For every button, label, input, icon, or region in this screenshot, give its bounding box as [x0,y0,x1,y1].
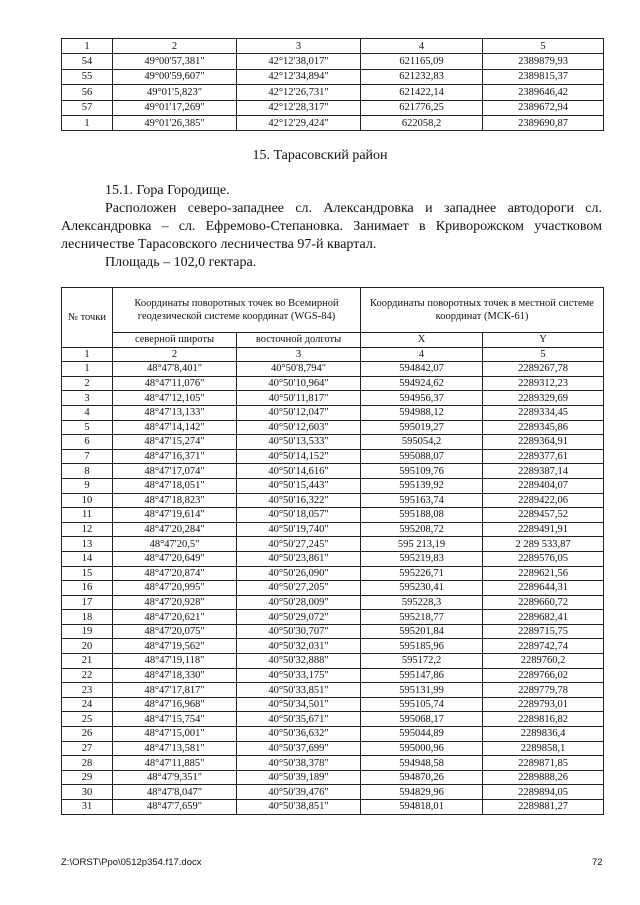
table-cell: 2 [62,376,113,391]
col-num-cell: 5 [483,347,604,362]
table-cell: 2289345,86 [483,420,604,435]
area-text: Площадь – 102,0 гектара. [105,255,257,270]
table-row [62,420,604,435]
table-row [62,610,604,625]
table-cell: 40°50'34,501" [237,697,361,712]
column-number-row [62,39,604,54]
table-row [62,54,604,69]
header-wgs84: Координаты поворотных точек во Всемирной геодезической системе координат (WGS-84) [113,288,361,333]
col-num-cell: 2 [113,39,237,54]
table-cell: 2289364,91 [483,435,604,450]
table-cell: 594988,12 [361,405,483,420]
table-cell: 40°50'39,476" [237,785,361,800]
table-cell: 14 [62,551,113,566]
table-cell: 7 [62,449,113,464]
table-cell: 2289576,05 [483,551,604,566]
table-cell: 1 [62,362,113,377]
table-row [62,756,604,771]
table-row [62,537,604,552]
table-row [62,624,604,639]
table-cell: 595201,84 [361,624,483,639]
table-cell: 6 [62,435,113,450]
table-cell: 48°47'20,649" [113,551,237,566]
table-cell: 594842,07 [361,362,483,377]
col-num-cell: 2 [113,347,237,362]
table-cell: 2389690,87 [483,115,604,130]
table-cell: 595172,2 [361,654,483,669]
table-cell: 595230,41 [361,581,483,596]
table-cell: 5 [62,420,113,435]
table-cell: 2289334,45 [483,405,604,420]
table-cell: 48°47'17,074" [113,464,237,479]
table-cell: 55 [62,69,113,84]
table-cell: 42°12'26,731" [237,85,361,100]
table-cell: 13 [62,537,113,552]
col-num-cell: 1 [62,347,113,362]
table-cell: 1 [62,115,113,130]
table-cell: 2289404,07 [483,478,604,493]
table-cell: 54 [62,54,113,69]
table-cell: 2289715,75 [483,624,604,639]
table-cell: 8 [62,464,113,479]
table-cell: 2289377,61 [483,449,604,464]
table-cell: 10 [62,493,113,508]
table-cell: 2289329,69 [483,391,604,406]
table-cell: 48°47'20,621" [113,610,237,625]
table-cell: 17 [62,595,113,610]
table-cell: 622058,2 [361,115,483,130]
table-cell: 2289742,74 [483,639,604,654]
table-cell: 40°50'29,072" [237,610,361,625]
col-num-cell: 4 [361,39,483,54]
subheader-y: Y [483,333,604,348]
table-cell: 2289457,52 [483,508,604,523]
table-cell: 48°47'8,047" [113,785,237,800]
table-cell: 40°50'27,205" [237,581,361,596]
table-row [62,800,604,815]
table-cell: 40°50'11,817" [237,391,361,406]
table-row [62,391,604,406]
table-row [62,727,604,742]
table-cell: 48°47'17,817" [113,683,237,698]
col-num-cell: 3 [237,39,361,54]
table-cell: 48°47'18,051" [113,478,237,493]
table-cell: 40°50'38,851" [237,800,361,815]
table-cell: 595019,27 [361,420,483,435]
table-cell: 595163,74 [361,493,483,508]
table-cell: 48°47'13,581" [113,741,237,756]
table-cell: 48°47'20,995" [113,581,237,596]
table-row [62,770,604,785]
table-cell: 40°50'36,632" [237,727,361,742]
table-cell: 48°47'15,001" [113,727,237,742]
table-cell: 595 213,19 [361,537,483,552]
table-cell: 2289779,78 [483,683,604,698]
table-cell: 595088,07 [361,449,483,464]
table-cell: 15 [62,566,113,581]
table-cell: 595147,86 [361,668,483,683]
table-cell: 42°12'28,317" [237,100,361,115]
table-cell: 2289881,27 [483,800,604,815]
table-cell: 42°12'34,894" [237,69,361,84]
table-cell: 12 [62,522,113,537]
col-num-cell: 4 [361,347,483,362]
table-cell: 2289816,82 [483,712,604,727]
table-cell: 48°47'18,330" [113,668,237,683]
table-cell: 2389672,94 [483,100,604,115]
col-num-cell: 3 [237,347,361,362]
table-cell: 40°50'8,794" [237,362,361,377]
table-cell: 40°50'16,322" [237,493,361,508]
top-table-body [62,39,604,131]
table-row [62,362,604,377]
table-cell: 595185,96 [361,639,483,654]
table-cell: 2289422,06 [483,493,604,508]
table-cell: 595000,96 [361,741,483,756]
table-cell: 2289387,14 [483,464,604,479]
table-row [62,100,604,115]
table-cell: 57 [62,100,113,115]
table-cell: 595188,08 [361,508,483,523]
table-row [62,464,604,479]
table-cell: 40°50'12,603" [237,420,361,435]
table-cell: 28 [62,756,113,771]
table-cell: 48°47'19,118" [113,654,237,669]
col-num-cell: 5 [483,39,604,54]
table-cell: 2289858,1 [483,741,604,756]
table-row [62,522,604,537]
table-cell: 9 [62,478,113,493]
table-row [62,654,604,669]
table-cell: 40°50'13,533" [237,435,361,450]
table-cell: 2289621,56 [483,566,604,581]
table-cell: 48°47'15,274" [113,435,237,450]
table-cell: 40°50'28,009" [237,595,361,610]
table-cell: 621232,83 [361,69,483,84]
table-cell: 2389646,42 [483,85,604,100]
table-cell: 595208,72 [361,522,483,537]
table-row [62,69,604,84]
table-cell: 594870,26 [361,770,483,785]
table-cell: 2289760,2 [483,654,604,669]
table-cell: 595054,2 [361,435,483,450]
table-cell: 2289836,4 [483,727,604,742]
table-cell: 40°50'37,699" [237,741,361,756]
table-cell: 48°47'19,614" [113,508,237,523]
table-row [62,551,604,566]
table-cell: 48°47'8,401" [113,362,237,377]
table-cell: 2 289 533,87 [483,537,604,552]
table-cell: 49°01'5,823" [113,85,237,100]
subheader-longitude: восточной долготы [237,333,361,348]
table-cell: 49°00'57,381" [113,54,237,69]
table-cell: 49°01'17,269" [113,100,237,115]
table-cell: 31 [62,800,113,815]
table-cell: 2289267,78 [483,362,604,377]
table-row [62,493,604,508]
table-cell: 18 [62,610,113,625]
table-cell: 48°47'11,076" [113,376,237,391]
table-cell: 40°50'18,057" [237,508,361,523]
table-cell: 2289793,01 [483,697,604,712]
table-cell: 49°01'26,385" [113,115,237,130]
table-cell: 595228,3 [361,595,483,610]
table-cell: 595044,89 [361,727,483,742]
section-title: 15. Тарасовский район [252,148,388,163]
table-cell: 40°50'27,245" [237,537,361,552]
coordinates-table [61,287,604,815]
table-cell: 48°47'20,284" [113,522,237,537]
table-cell: 48°47'16,371" [113,449,237,464]
table-row [62,115,604,130]
table-cell: 40°50'12,047" [237,405,361,420]
subsection-heading: 15.1. Гора Городище. [105,183,230,198]
table-cell: 595219,83 [361,551,483,566]
table-cell: 24 [62,697,113,712]
table-cell: 27 [62,741,113,756]
table-row [62,405,604,420]
table-cell: 40°50'33,175" [237,668,361,683]
table-row [62,449,604,464]
table-cell: 48°47'20,928" [113,595,237,610]
table-cell: 2289766,02 [483,668,604,683]
table-cell: 595068,17 [361,712,483,727]
table-row [62,376,604,391]
table-cell: 16 [62,581,113,596]
table-cell: 595105,74 [361,697,483,712]
table-cell: 621422,14 [361,85,483,100]
table-cell: 48°47'13,133" [113,405,237,420]
table-cell: 40°50'19,740" [237,522,361,537]
table-row [62,85,604,100]
header-point-number: № точки [62,288,113,348]
table-cell: 48°47'20,5" [113,537,237,552]
table-cell: 48°47'19,562" [113,639,237,654]
table-cell: 40°50'23,861" [237,551,361,566]
table-cell: 48°47'11,885" [113,756,237,771]
col-num-cell: 1 [62,39,113,54]
table-cell: 48°47'18,823" [113,493,237,508]
table-cell: 2389815,37 [483,69,604,84]
table-cell: 40°50'35,671" [237,712,361,727]
table-row [62,508,604,523]
table-row [62,712,604,727]
table-cell: 40°50'14,616" [237,464,361,479]
table-cell: 49°00'59,607" [113,69,237,84]
table-cell: 48°47'14,142" [113,420,237,435]
footer-file-path: Z:\ORST\Ppo\0512p354.f17.docx [61,857,202,868]
subheader-row [62,333,604,348]
table-cell: 2289644,31 [483,581,604,596]
table-row [62,683,604,698]
footer-page-number: 72 [592,857,603,868]
subheader-x: X [361,333,483,348]
table-row [62,435,604,450]
table-cell: 40°50'39,189" [237,770,361,785]
table-cell: 56 [62,85,113,100]
table-cell: 42°12'29,424" [237,115,361,130]
table-cell: 621165,09 [361,54,483,69]
table-cell: 48°47'9,351" [113,770,237,785]
table-cell: 40°50'38,378" [237,756,361,771]
table-cell: 48°47'7,659" [113,800,237,815]
table-cell: 26 [62,727,113,742]
table-row [62,785,604,800]
table-cell: 19 [62,624,113,639]
table-cell: 42°12'38,017" [237,54,361,69]
table-cell: 594829,96 [361,785,483,800]
table-cell: 29 [62,770,113,785]
table-cell: 40°50'15,443" [237,478,361,493]
table-cell: 594924,62 [361,376,483,391]
table-cell: 40°50'30,707" [237,624,361,639]
table-cell: 48°47'20,075" [113,624,237,639]
table-cell: 4 [62,405,113,420]
table-cell: 40°50'33,851" [237,683,361,698]
table-row [62,478,604,493]
table-cell: 595226,71 [361,566,483,581]
table-cell: 25 [62,712,113,727]
table-cell: 595109,76 [361,464,483,479]
description-paragraph: Расположен северо-западнее сл. Александровка и западнее автодороги сл. Александровка – сл. Ефремово-Степановка. Занимает в Криворожском участковом лесничестве Тарасовского лесничества 97-й квартал. [61,201,602,252]
table-cell: 3 [62,391,113,406]
table-cell: 595131,99 [361,683,483,698]
table-row [62,668,604,683]
table-cell: 40°50'26,090" [237,566,361,581]
table-cell: 48°47'15,754" [113,712,237,727]
table-cell: 2289888,26 [483,770,604,785]
table-cell: 621776,25 [361,100,483,115]
table-cell: 40°50'10,964" [237,376,361,391]
table-cell: 21 [62,654,113,669]
table-cell: 40°50'14,152" [237,449,361,464]
table-row [62,566,604,581]
table-cell: 40°50'32,888" [237,654,361,669]
table-row [62,697,604,712]
table-row [62,581,604,596]
table-cell: 2289871,85 [483,756,604,771]
table-cell: 2289660,72 [483,595,604,610]
coordinates-table-body [62,288,604,815]
subheader-latitude: северной широты [113,333,237,348]
table-cell: 594818,01 [361,800,483,815]
table-cell: 595218,77 [361,610,483,625]
table-cell: 23 [62,683,113,698]
table-cell: 594948,58 [361,756,483,771]
table-cell: 48°47'12,105" [113,391,237,406]
header-msk61: Координаты поворотных точек в местной системе координат (МСК-61) [361,288,604,333]
table-cell: 2289894,05 [483,785,604,800]
table-cell: 2389879,93 [483,54,604,69]
table-cell: 20 [62,639,113,654]
table-cell: 48°47'16,968" [113,697,237,712]
table-cell: 30 [62,785,113,800]
table-cell: 2289312,23 [483,376,604,391]
table-cell: 48°47'20,874" [113,566,237,581]
column-number-row [62,347,604,362]
table-row [62,741,604,756]
table-cell: 594956,37 [361,391,483,406]
table-cell: 2289682,41 [483,610,604,625]
table-row [62,595,604,610]
table-cell: 40°50'32,031" [237,639,361,654]
table-cell: 2289491,91 [483,522,604,537]
table-cell: 595139,92 [361,478,483,493]
header-row [62,288,604,333]
table-cell: 22 [62,668,113,683]
table-row [62,639,604,654]
table-cell: 11 [62,508,113,523]
top-coordinates-table [61,38,604,131]
